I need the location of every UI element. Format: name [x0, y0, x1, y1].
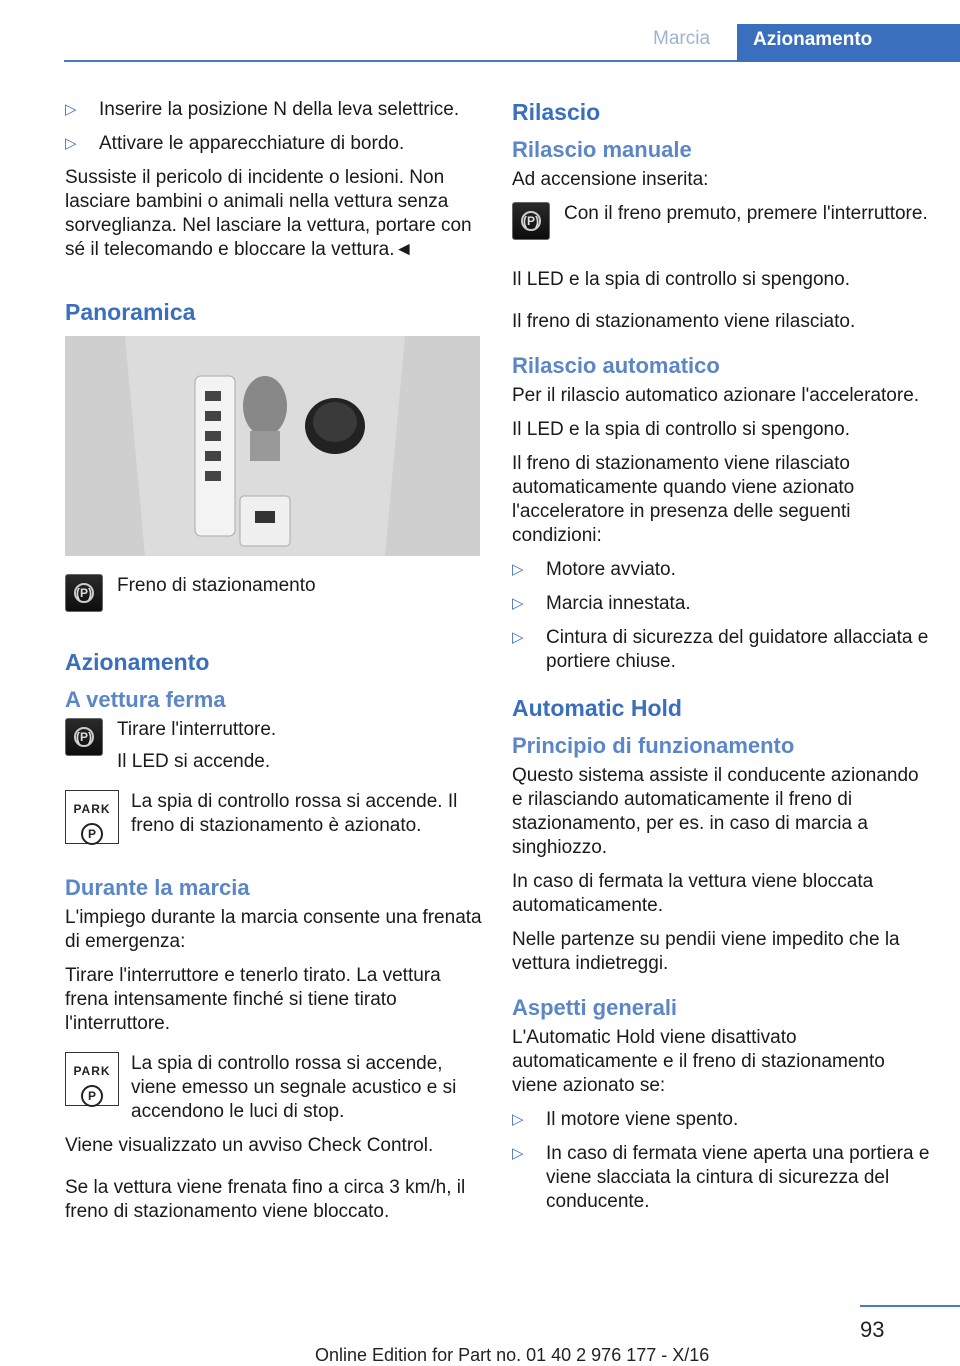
left-column: ▷ Inserire la posizione N della leva selettrice. ▷ Attivare le apparecchiature di bordo. Sussiste il pericolo di incidente o lesioni. Non lasciare bambini o animali nella vettura senza sorveglianza. Nel lasciare la vettura, portare con sé il telecomando e bloccare la vettura.◄ Panoramica (P) Freno di stazionamento Azionamento A vettura ferma (P) Tirare l'interruttore. Il LED si accende. PARK P La spia di controllo rossa si accende. Il freno di stazionamento è azionato. Durante la marcia L'impiego durante la marcia consente una frenata di emergenza: Tirare l'interruttore e tenerlo tirato. La vettura frena intensamente finché si tiene tirato l'interruttore. PARK P La spia di controllo rossa si accende, viene emesso un segnale acustico e si accendono le luci di stop. Viene visualizzato un avviso Check Control. Se la vettura viene frenata fino a circa 3 km/h, il freno di stazionamento viene bloccato. — [65, 99, 482, 1222]
bullet-item: ▷ Motore avviato. — [512, 559, 676, 580]
header-section: Marcia — [653, 28, 711, 49]
park-icon-row: PARK P La spia di controllo rossa si accende. Il freno di stazionamento è azionato. — [65, 790, 483, 846]
park-warning-icon: PARK P — [65, 790, 119, 844]
heading-panoramica: Panoramica — [65, 299, 196, 325]
heading-principio: Principio di funzionamento — [512, 733, 795, 758]
photo-caption: Freno di stazionamento — [117, 575, 316, 596]
triangle-icon: ▷ — [512, 561, 524, 578]
heading-rilascio: Rilascio — [512, 99, 601, 125]
heading-aspetti: Aspetti generali — [512, 995, 678, 1020]
parking-brake-icon: (P) — [65, 574, 103, 612]
bullet-item: ▷ In caso di fermata viene aperta una portiera e viene slacciata la cintura di sicurezza del conducente. — [512, 1143, 930, 1212]
heading-automatic-hold: Automatic Hold — [512, 695, 682, 721]
bullet-item: ▷ Il motore viene spento. — [512, 1109, 739, 1130]
park-icon-row-2: PARK P La spia di controllo rossa si accende, viene emesso un segnale acustico e si accendono le luci di stop. — [65, 1052, 483, 1124]
heading-vettura-ferma: A vettura ferma — [65, 687, 226, 712]
header-tab: Azionamento — [737, 24, 960, 62]
triangle-icon: ▷ — [65, 135, 77, 152]
footer-rule — [860, 1305, 960, 1307]
online-edition: Online Edition for Part no. 01 40 2 976 177 - X/16 — [315, 1345, 710, 1365]
ferma-icon-row: (P) Tirare l'interruttore. Il LED si accende. — [65, 718, 483, 774]
bullet-item: ▷ Marcia innestata. — [512, 593, 691, 614]
heading-automatico: Rilascio automatico — [512, 353, 720, 378]
bullet-item: ▷ Inserire la posizione N della leva selettrice. — [65, 99, 460, 120]
triangle-icon: ▷ — [512, 1145, 524, 1162]
page-number: 93 — [860, 1317, 885, 1342]
triangle-icon: ▷ — [512, 595, 524, 612]
manuale-icon-row: (P) Con il freno premuto, premere l'interruttore. — [512, 202, 932, 258]
console-photo — [65, 336, 480, 556]
bullet-item: ▷ Cintura di sicurezza del guidatore allacciata e portiere chiuse. — [512, 627, 929, 672]
triangle-icon: ▷ — [512, 629, 524, 646]
parking-brake-icon-row — [65, 574, 483, 630]
right-column: Rilascio Rilascio manuale Ad accensione inserita: (P) Con il freno premuto, premere l'interruttore. Il LED e la spia di controllo si spengono. Il freno di stazionamento viene rilasciato. Rilascio automatico Per il rilascio automatico azionare l'acceleratore. Il LED e la spia di controllo si spengono. Il freno di stazionamento viene rilasciato automaticamente quando viene azionato l'acceleratore in presenza delle seguenti condizioni: ▷ Motore avviato. ▷ Marcia innestata. ▷ Cintura di sicurezza del guidatore allacciata e portiere chiuse. Automatic Hold Principio di funzionamento Questo sistema assiste il conducente azionando e rilasciando automaticamente il freno di stazionamento, per es. in caso di marcia a singhiozzo. In caso di fermata la vettura viene bloccata automaticamente. Nelle partenze su pendii viene impedito che la vettura indietreggi. Aspetti generali L'Automatic Hold viene disattivato automaticamente e il freno di stazionamento viene azionato se: ▷ Il motore viene spento. ▷ In caso di fermata viene aperta una portiera e viene slacciata la cintura di sicurezza del conducente. — [512, 98, 932, 1224]
heading-azionamento: Azionamento — [65, 649, 210, 675]
triangle-icon: ▷ — [65, 101, 77, 118]
park-warning-icon: PARK P — [65, 1052, 119, 1106]
heading-manuale: Rilascio manuale — [512, 137, 692, 162]
bullet-item: ▷ Attivare le apparecchiature di bordo. — [65, 133, 405, 154]
heading-durante: Durante la marcia — [65, 875, 250, 900]
triangle-icon: ▷ — [512, 1111, 524, 1128]
parking-brake-icon: (P) — [65, 718, 103, 756]
parking-brake-icon: (P) — [512, 202, 550, 240]
warning-text: Sussiste il pericolo di incidente o lesioni. Non lasciare bambini o animali nella vettura senza sorveglianza. Nel lasciare la vettura, portare con sé il telecomando e bloccare la vettura.◄ — [65, 167, 472, 260]
